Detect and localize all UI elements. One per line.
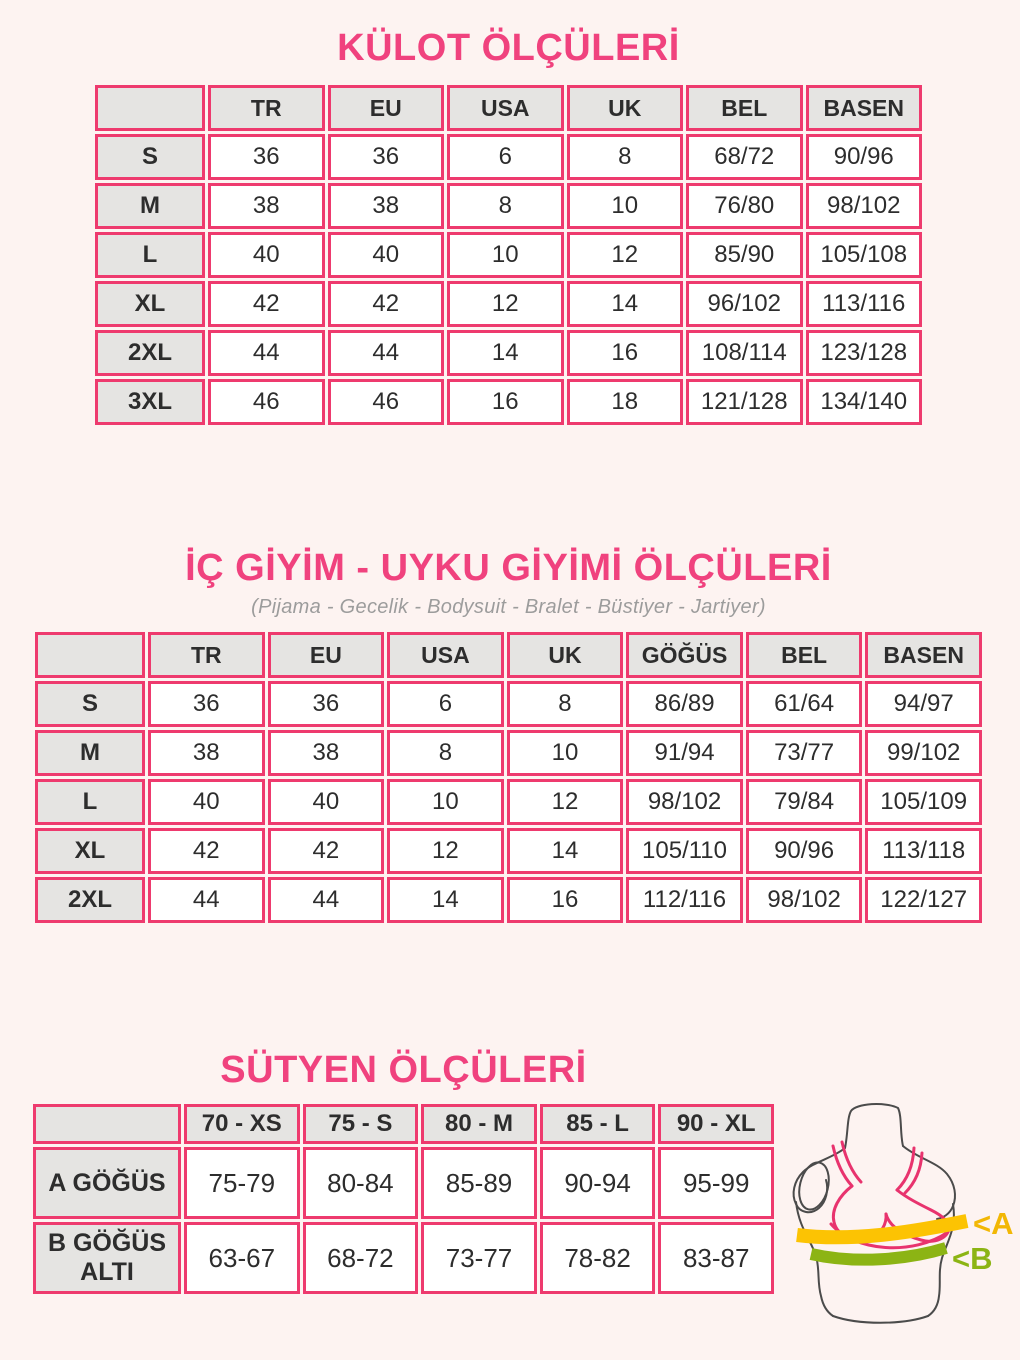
table-cell: 38	[328, 183, 445, 229]
table-cell: 16	[447, 379, 564, 425]
table-cell: 46	[208, 379, 325, 425]
table-cell: 105/109	[865, 779, 982, 825]
table-cell: 6	[387, 681, 504, 727]
table-cell: 75-79	[184, 1147, 300, 1219]
measure-label-a: <A	[973, 1206, 1014, 1241]
table-row	[95, 134, 922, 180]
table-row	[95, 281, 922, 327]
table-cell: 12	[567, 232, 684, 278]
table-cell: 98/102	[626, 779, 743, 825]
kulot-title: KÜLOT ÖLÇÜLERİ	[337, 27, 680, 69]
corner-cell	[33, 1104, 181, 1144]
table-row	[33, 1222, 774, 1294]
row-label: 2XL	[95, 330, 205, 376]
table-cell: 40	[328, 232, 445, 278]
table-cell: 14	[507, 828, 624, 874]
table-row	[35, 681, 982, 727]
table-cell: 94/97	[865, 681, 982, 727]
row-label: S	[95, 134, 205, 180]
column-header: 80 - M	[421, 1104, 537, 1144]
column-header: BASEN	[865, 632, 982, 678]
table-cell: 40	[148, 779, 265, 825]
measure-band-b	[811, 1248, 946, 1260]
table-cell: 123/128	[806, 330, 923, 376]
table-row	[95, 330, 922, 376]
table-cell: 80-84	[303, 1147, 419, 1219]
column-header: UK	[507, 632, 624, 678]
table-cell: 36	[148, 681, 265, 727]
row-label: S	[35, 681, 145, 727]
row-label: M	[95, 183, 205, 229]
table-cell: 121/128	[686, 379, 803, 425]
kulot-size-table	[92, 82, 925, 428]
table-cell: 12	[507, 779, 624, 825]
table-row	[33, 1147, 774, 1219]
table-cell: 36	[268, 681, 385, 727]
table-cell: 10	[447, 232, 564, 278]
table-cell: 108/114	[686, 330, 803, 376]
table-cell: 113/118	[865, 828, 982, 874]
table-cell: 12	[387, 828, 504, 874]
table-cell: 38	[148, 730, 265, 776]
table-cell: 63-67	[184, 1222, 300, 1294]
table-cell: 95-99	[658, 1147, 774, 1219]
table-cell: 68-72	[303, 1222, 419, 1294]
table-cell: 40	[208, 232, 325, 278]
table-cell: 61/64	[746, 681, 863, 727]
table-cell: 36	[208, 134, 325, 180]
row-label: M	[35, 730, 145, 776]
table-cell: 90/96	[806, 134, 923, 180]
mannequin-torso-icon	[794, 1104, 955, 1323]
column-header: UK	[567, 85, 684, 131]
table-row	[35, 779, 982, 825]
column-header: BEL	[746, 632, 863, 678]
table-cell: 36	[328, 134, 445, 180]
table-row	[95, 183, 922, 229]
row-label: 2XL	[35, 877, 145, 923]
table-cell: 83-87	[658, 1222, 774, 1294]
table-cell: 44	[328, 330, 445, 376]
column-header: BASEN	[806, 85, 923, 131]
column-header: 85 - L	[540, 1104, 656, 1144]
row-label: L	[35, 779, 145, 825]
table-cell: 16	[507, 877, 624, 923]
section-sutyen	[30, 1048, 777, 1297]
sutyen-size-table	[30, 1101, 777, 1297]
column-header: USA	[447, 85, 564, 131]
table-cell: 90/96	[746, 828, 863, 874]
section-kulot	[92, 26, 925, 428]
corner-cell	[95, 85, 205, 131]
column-header: TR	[208, 85, 325, 131]
table-cell: 10	[507, 730, 624, 776]
column-header: 75 - S	[303, 1104, 419, 1144]
table-cell: 46	[328, 379, 445, 425]
table-cell: 105/110	[626, 828, 743, 874]
row-label: L	[95, 232, 205, 278]
table-cell: 8	[447, 183, 564, 229]
table-cell: 14	[447, 330, 564, 376]
table-row	[95, 379, 922, 425]
table-cell: 12	[447, 281, 564, 327]
table-cell: 42	[268, 828, 385, 874]
table-row	[35, 877, 982, 923]
column-header: BEL	[686, 85, 803, 131]
table-cell: 10	[387, 779, 504, 825]
row-label: A GÖĞÜS	[33, 1147, 181, 1219]
sutyen-title: SÜTYEN ÖLÇÜLERİ	[220, 1049, 587, 1091]
header-row	[35, 632, 982, 678]
table-cell: 8	[387, 730, 504, 776]
column-header: 70 - XS	[184, 1104, 300, 1144]
table-cell: 6	[447, 134, 564, 180]
icgiyim-title: İÇ GİYİM - UYKU GİYİMİ ÖLÇÜLERİ	[185, 547, 832, 589]
table-cell: 40	[268, 779, 385, 825]
column-header: 90 - XL	[658, 1104, 774, 1144]
table-cell: 8	[507, 681, 624, 727]
table-cell: 105/108	[806, 232, 923, 278]
table-cell: 85-89	[421, 1147, 537, 1219]
column-header: GÖĞÜS	[626, 632, 743, 678]
table-cell: 44	[148, 877, 265, 923]
table-cell: 98/102	[746, 877, 863, 923]
icgiyim-size-table	[32, 629, 985, 926]
column-header: USA	[387, 632, 504, 678]
table-cell: 134/140	[806, 379, 923, 425]
table-cell: 73-77	[421, 1222, 537, 1294]
column-header: EU	[328, 85, 445, 131]
table-cell: 113/116	[806, 281, 923, 327]
table-cell: 42	[148, 828, 265, 874]
table-cell: 79/84	[746, 779, 863, 825]
row-label: XL	[35, 828, 145, 874]
table-cell: 18	[567, 379, 684, 425]
table-cell: 122/127	[865, 877, 982, 923]
table-cell: 14	[567, 281, 684, 327]
table-cell: 38	[268, 730, 385, 776]
table-cell: 44	[268, 877, 385, 923]
row-label: XL	[95, 281, 205, 327]
table-row	[35, 828, 982, 874]
section-icgiyim	[32, 546, 985, 926]
column-header: TR	[148, 632, 265, 678]
table-cell: 10	[567, 183, 684, 229]
row-label: B GÖĞÜS ALTI	[33, 1222, 181, 1294]
table-row	[95, 232, 922, 278]
table-cell: 38	[208, 183, 325, 229]
corner-cell	[35, 632, 145, 678]
row-label: 3XL	[95, 379, 205, 425]
table-cell: 86/89	[626, 681, 743, 727]
table-cell: 112/116	[626, 877, 743, 923]
table-cell: 42	[328, 281, 445, 327]
table-cell: 91/94	[626, 730, 743, 776]
table-cell: 98/102	[806, 183, 923, 229]
table-cell: 16	[567, 330, 684, 376]
icgiyim-subtitle: (Pijama - Gecelik - Bodysuit - Bralet - Büstiyer - Jartiyer)	[251, 596, 766, 618]
column-header: EU	[268, 632, 385, 678]
table-cell: 90-94	[540, 1147, 656, 1219]
table-cell: 68/72	[686, 134, 803, 180]
table-cell: 14	[387, 877, 504, 923]
header-row	[95, 85, 922, 131]
table-cell: 73/77	[746, 730, 863, 776]
measure-label-b: <B	[952, 1241, 993, 1276]
table-cell: 44	[208, 330, 325, 376]
table-cell: 78-82	[540, 1222, 656, 1294]
table-cell: 8	[567, 134, 684, 180]
table-row	[35, 730, 982, 776]
header-row	[33, 1104, 774, 1144]
table-cell: 42	[208, 281, 325, 327]
bra-measurement-diagram	[783, 1082, 1015, 1354]
table-cell: 76/80	[686, 183, 803, 229]
table-cell: 96/102	[686, 281, 803, 327]
table-cell: 99/102	[865, 730, 982, 776]
table-cell: 85/90	[686, 232, 803, 278]
